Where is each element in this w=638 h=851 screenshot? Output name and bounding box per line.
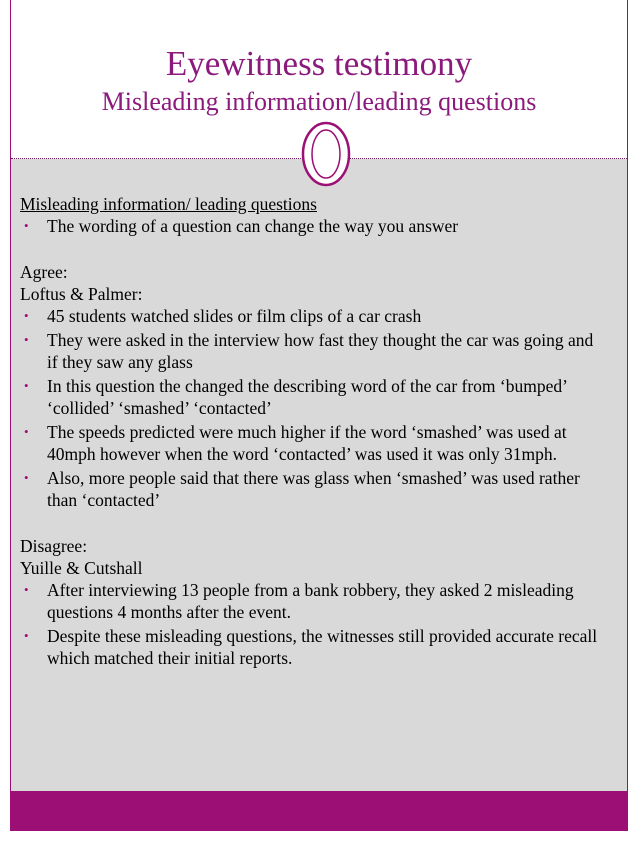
agree-study-name: Loftus & Palmer: (20, 284, 143, 304)
bullet-icon: • (24, 332, 29, 347)
bullet-text: The speeds predicted were much higher if the word ‘smashed’ was used at 40mph however when the word ‘contacted’ was used it was only 31mph. (47, 422, 567, 464)
oval-ring-icon (301, 121, 351, 187)
bullet-text: In this question the changed the describing word of the car from ‘bumped’ ‘collided’ ‘smashed’ ‘contacted’ (47, 376, 567, 418)
bullet-icon: • (24, 378, 29, 393)
disagree-label: Disagree: (20, 536, 88, 556)
bullet-item (20, 329, 605, 373)
bullet-icon: • (24, 424, 29, 439)
slide-title: Eyewitness testimony (165, 44, 473, 83)
page-bottom-margin (0, 831, 638, 851)
bullet-icon: • (24, 308, 29, 323)
bullet-icon: • (24, 582, 29, 597)
bullet-text: 45 students watched slides or film clips of a car crash (47, 306, 422, 326)
footer-band (11, 791, 627, 831)
bullet-text: Despite these misleading questions, the witnesses still provided accurate recall which matched their initial reports. (47, 626, 598, 668)
slide-body (20, 193, 605, 671)
bullet-item (20, 215, 605, 237)
disagree-bullet-list (20, 579, 605, 669)
intro-bullet-list (20, 215, 605, 237)
bullet-item (20, 375, 605, 419)
slide-subtitle: Misleading information/leading questions (101, 87, 537, 116)
bullet-text: After interviewing 13 people from a bank robbery, they asked 2 misleading questions 4 months after the event. (47, 580, 574, 622)
bullet-text: Also, more people said that there was glass when ‘smashed’ was used rather than ‘contacted’ (47, 468, 580, 510)
agree-bullet-list (20, 305, 605, 511)
bullet-icon: • (24, 218, 29, 233)
bullet-item (20, 305, 605, 327)
bullet-item (20, 625, 605, 669)
section-heading: Misleading information/ leading questions (20, 194, 317, 214)
bullet-text: The wording of a question can change the way you answer (47, 216, 459, 236)
bullet-item (20, 579, 605, 623)
disagree-study-name: Yuille & Cutshall (20, 558, 143, 578)
bullet-text: They were asked in the interview how fast they thought the car was going and if they saw any glass (47, 330, 594, 372)
bullet-icon: • (24, 628, 29, 643)
bullet-item (20, 421, 605, 465)
agree-label: Agree: (20, 262, 68, 282)
bullet-icon: • (24, 470, 29, 485)
bullet-item (20, 467, 605, 511)
